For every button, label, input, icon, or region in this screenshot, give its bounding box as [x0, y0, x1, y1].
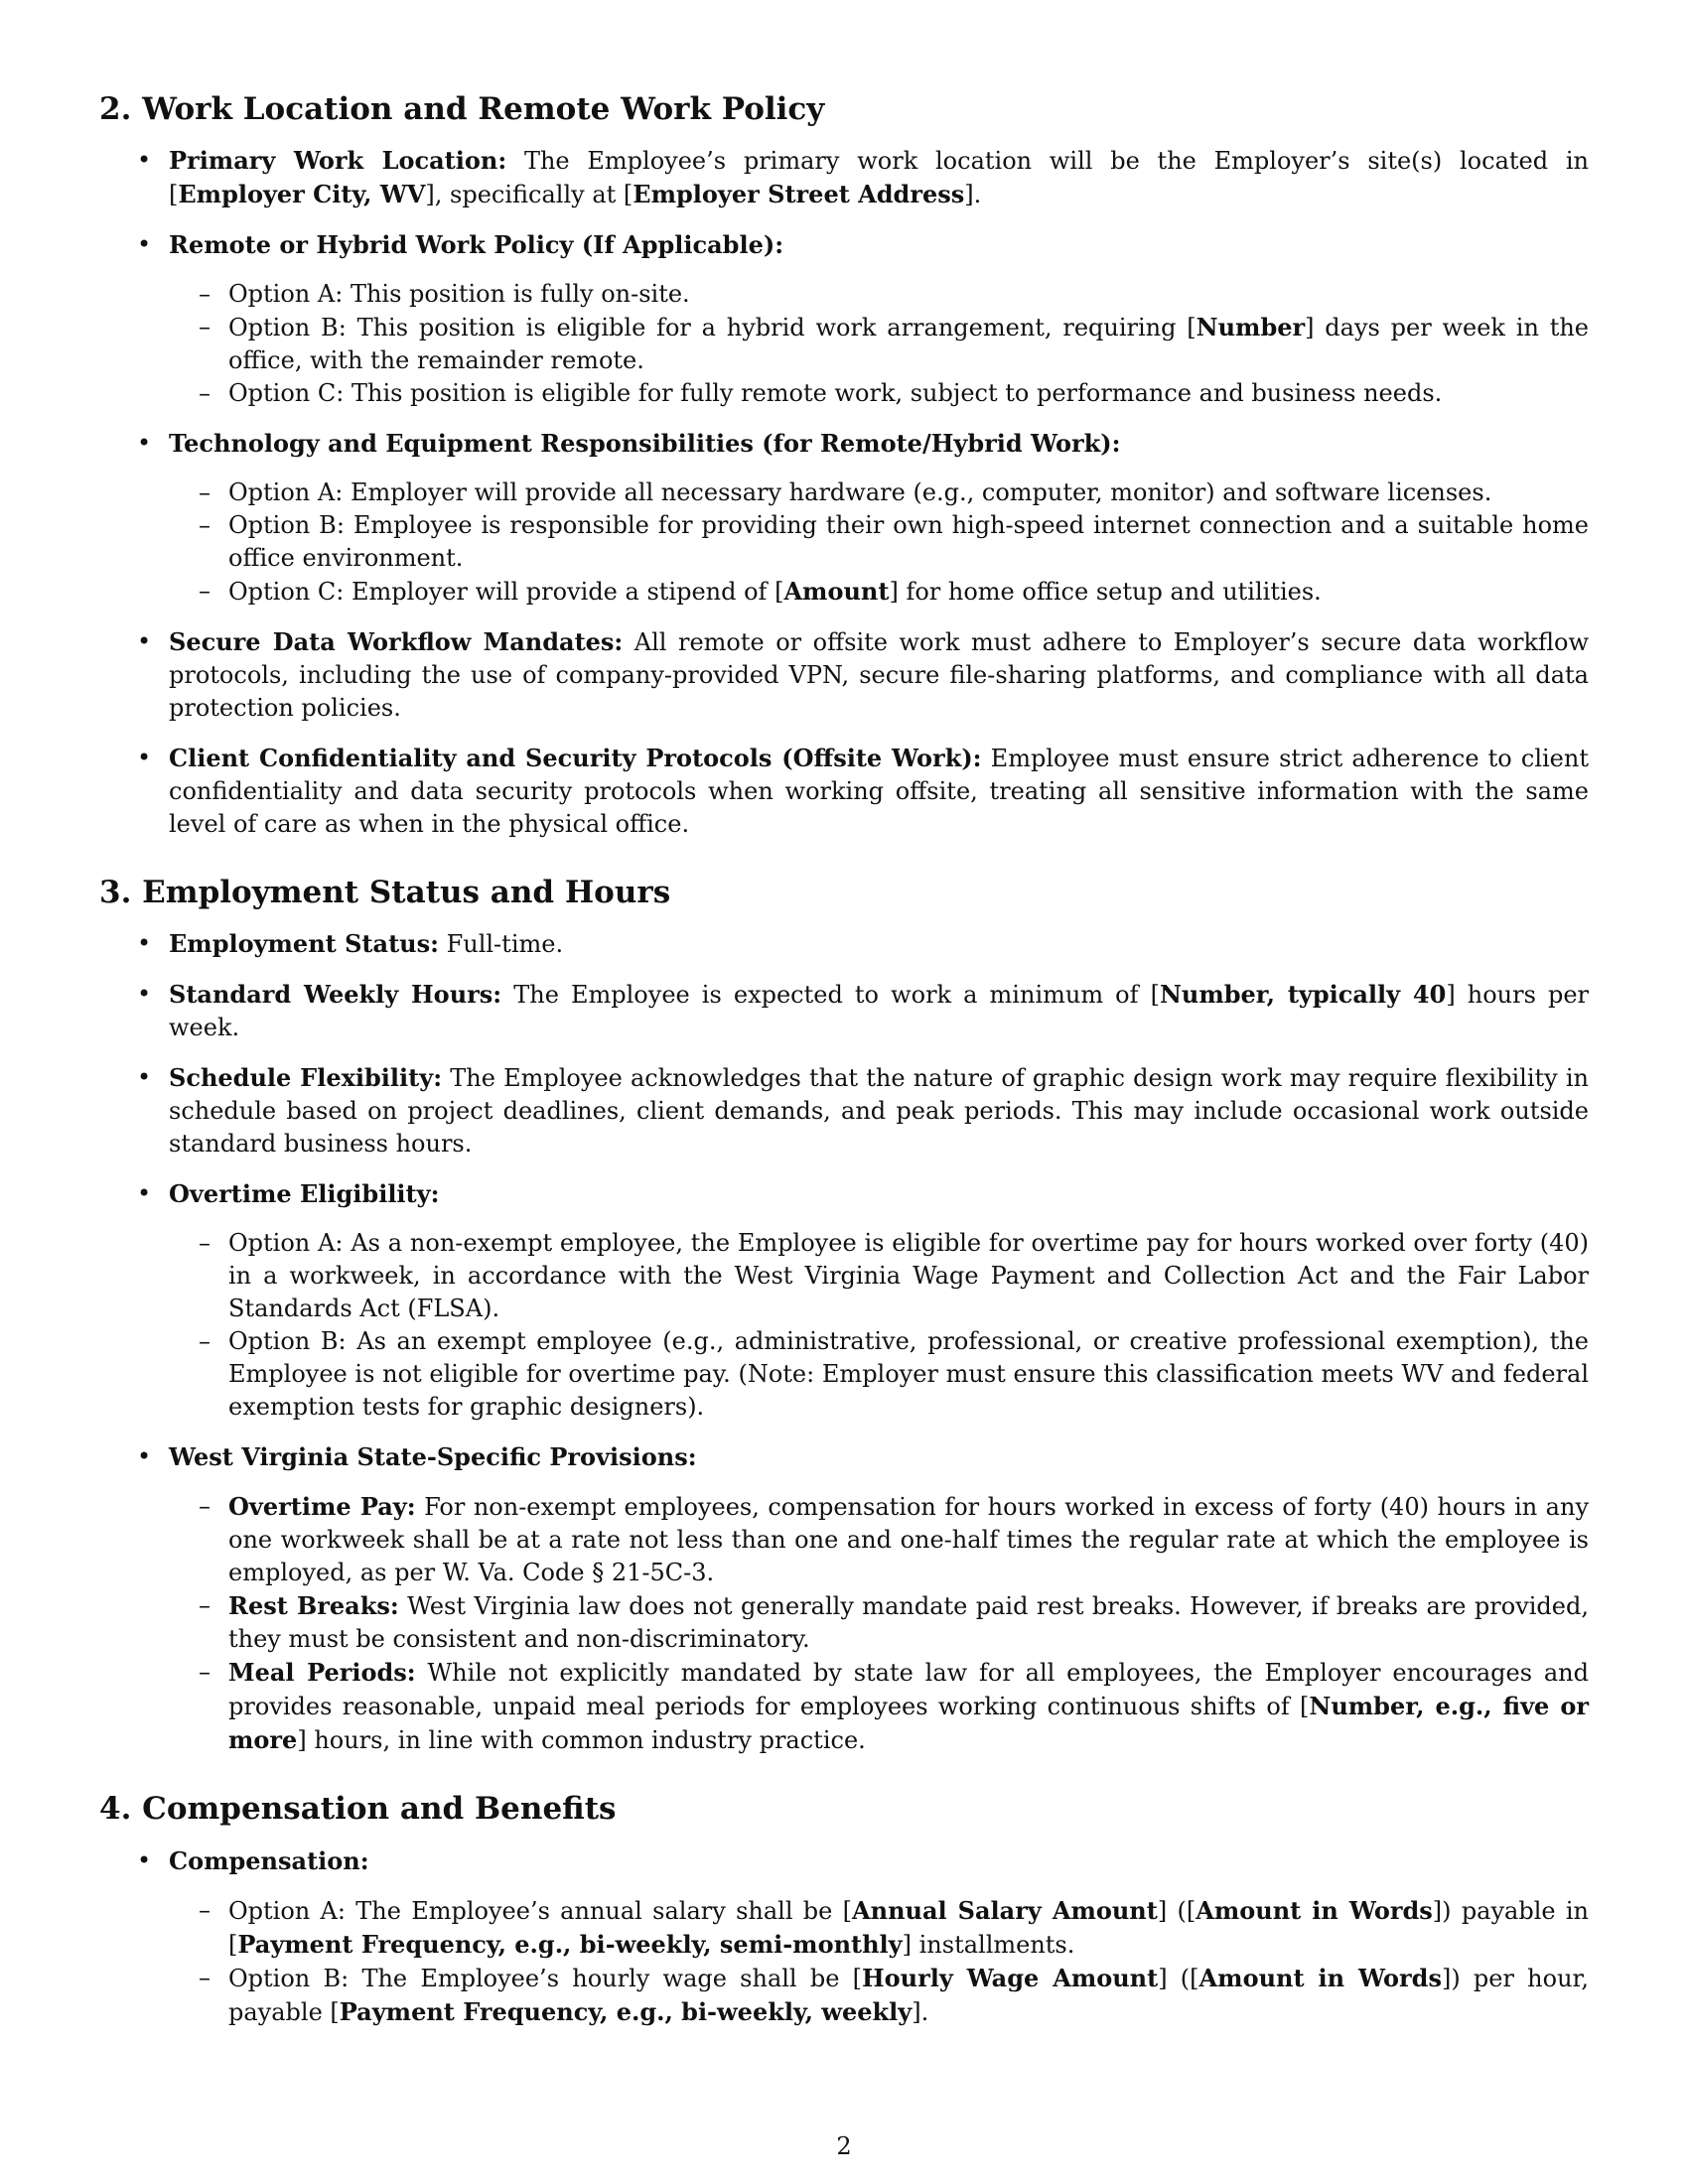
list-item: • Schedule Flexibility: The Employee acknowledges that the nature of graphic design work may require flexibility in schedule based on project deadlines, client demands, and peak periods. This may include occasional work outside standard business hours. [99, 1061, 1589, 1160]
list-item: • Client Confidentiality and Security Protocols (Offsite Work): Employee must ensure strict adherence to client confidentiality and data security protocols when working offsite, treating all sensitive information with the same level of care as when in the physical office. [99, 742, 1589, 841]
list-item: • Compensation: – Option A: The Employee’s annual salary shall be [Annual Salary Amount] ([Amount in Words]) payable in [Payment Frequency, e.g., bi-weekly, semi-monthly] installments. – Option B: The Employee’s hourly wage shall be [Hourly Wage Amount] ([Amount in Words]) per hour, payable [Payment Frequency, e.g., bi-weekly, weekly]. [99, 1844, 1589, 2029]
sub-list-item: – Option A: As a non-exempt employee, the Employee is eligible for overtime pay for hours worked over forty (40) in a workweek, in accordance with the West Virginia Wage Payment and Collection Act and the Fair Labor Standards Act (FLSA). [169, 1227, 1589, 1325]
bullet-list [99, 144, 1589, 841]
sub-list-item: – Option C: This position is eligible for fully remote work, subject to performance and business needs. [169, 377, 1589, 410]
sub-list-item: – Option A: This position is fully on-site. [169, 278, 1589, 311]
sub-list [169, 278, 1589, 410]
sub-list [169, 1894, 1589, 2029]
sub-list-item: – Option C: Employer will provide a stipend of [Amount] for home office setup and utilities. [169, 575, 1589, 609]
bullet-list [99, 1844, 1589, 2029]
section-heading: 3. Employment Status and Hours [99, 875, 671, 911]
list-item: • Standard Weekly Hours: The Employee is expected to work a minimum of [Number, typically 40] hours per week. [99, 978, 1589, 1044]
list-item: • Primary Work Location: The Employee’s primary work location will be the Employer’s site(s) located in [Employer City, WV], specifically at [Employer Street Address]. [99, 144, 1589, 211]
sub-list-item: – Option B: Employee is responsible for providing their own high-speed internet connection and a suitable home office environment. [169, 509, 1589, 575]
bullet-list [99, 927, 1589, 1757]
section-compensation [99, 1791, 1589, 2028]
page-number: 2 [836, 2132, 852, 2160]
sub-list [169, 1490, 1589, 1757]
sub-list [169, 1227, 1589, 1424]
sub-list-item: – Option B: This position is eligible for a hybrid work arrangement, requiring [Number] days per week in the office, with the remainder remote. [169, 311, 1589, 377]
list-item: • Remote or Hybrid Work Policy (If Applicable): – Option A: This position is fully on-site. – Option B: This position is eligible for a hybrid work arrangement, requiring [Number] days per week in the office, with the remainder remote. – Option C: This position is eligible for fully remote work, subject to performance and business needs. [99, 228, 1589, 410]
section-heading: 2. Work Location and Remote Work Policy [99, 91, 825, 127]
sub-list-item: – Overtime Pay: For non-exempt employees, compensation for hours worked in excess of forty (40) hours in any one workweek shall be at a rate not less than one and one-half times the regular rate at which the employee is employed, as per W. Va. Code § 21-5C-3. [169, 1490, 1589, 1589]
list-item: • Overtime Eligibility: – Option A: As a non-exempt employee, the Employee is eligible for overtime pay for hours worked over forty (40) in a workweek, in accordance with the West Virginia Wage Payment and Collection Act and the Fair Labor Standards Act (FLSA). – Option B: As an exempt employee (e.g., administrative, professional, or creative professional exemption), the Employee is not eligible for overtime pay. (Note: Employer must ensure this classification meets WV and federal exemption tests for graphic designers). [99, 1177, 1589, 1424]
section-heading: 4. Compensation and Benefits [99, 1791, 617, 1828]
document-page [99, 91, 1589, 2046]
list-item: • Technology and Equipment Responsibilities (for Remote/Hybrid Work): – Option A: Employer will provide all necessary hardware (e.g., computer, monitor) and software licenses. – Option B: Employee is responsible for providing their own high-speed internet connection and a suitable home office environment. – Option C: Employer will provide a stipend of [Amount] for home office setup and utilities. [99, 427, 1589, 609]
sub-list-item: – Meal Periods: While not explicitly mandated by state law for all employees, the Employer encourages and provides reasonable, unpaid meal periods for employees working continuous shifts of [Number, e.g., five or more] hours, in line with common industry practice. [169, 1656, 1589, 1757]
list-item: • Employment Status: Full-time. [99, 927, 1589, 961]
sub-list-item: – Option A: Employer will provide all necessary hardware (e.g., computer, monitor) and software licenses. [169, 477, 1589, 509]
sub-list-item: – Option B: The Employee’s hourly wage shall be [Hourly Wage Amount] ([Amount in Words]) per hour, payable [Payment Frequency, e.g., bi-weekly, weekly]. [169, 1962, 1589, 2029]
list-item: • West Virginia State-Specific Provisions: – Overtime Pay: For non-exempt employees, compensation for hours worked in excess of forty (40) hours in any one workweek shall be at a rate not less than one and one-half times the regular rate at which the employee is employed, as per W. Va. Code § 21-5C-3. – Rest Breaks: West Virginia law does not generally mandate paid rest breaks. However, if breaks are provided, they must be consistent and non-discriminatory. – Meal Periods: While not explicitly mandated by state law for all employees, the Employer encourages and provides reasonable, unpaid meal periods for employees working continuous shifts of [Number, e.g., five or more] hours, in line with common industry practice. [99, 1440, 1589, 1757]
sub-list-item: – Rest Breaks: West Virginia law does not generally mandate paid rest breaks. However, if breaks are provided, they must be consistent and non-discriminatory. [169, 1589, 1589, 1656]
sub-list-item: – Option A: The Employee’s annual salary shall be [Annual Salary Amount] ([Amount in Words]) payable in [Payment Frequency, e.g., bi-weekly, semi-monthly] installments. [169, 1894, 1589, 1962]
sub-list-item: – Option B: As an exempt employee (e.g., administrative, professional, or creative professional exemption), the Employee is not eligible for overtime pay. (Note: Employer must ensure this classification meets WV and federal exemption tests for graphic designers). [169, 1325, 1589, 1424]
list-item: • Secure Data Workflow Mandates: All remote or offsite work must adhere to Employer’s secure data workflow protocols, including the use of company-provided VPN, secure file-sharing platforms, and compliance with all data protection policies. [99, 625, 1589, 725]
sub-list [169, 477, 1589, 609]
section-employment-status [99, 875, 1589, 1757]
section-work-location [99, 91, 1589, 841]
